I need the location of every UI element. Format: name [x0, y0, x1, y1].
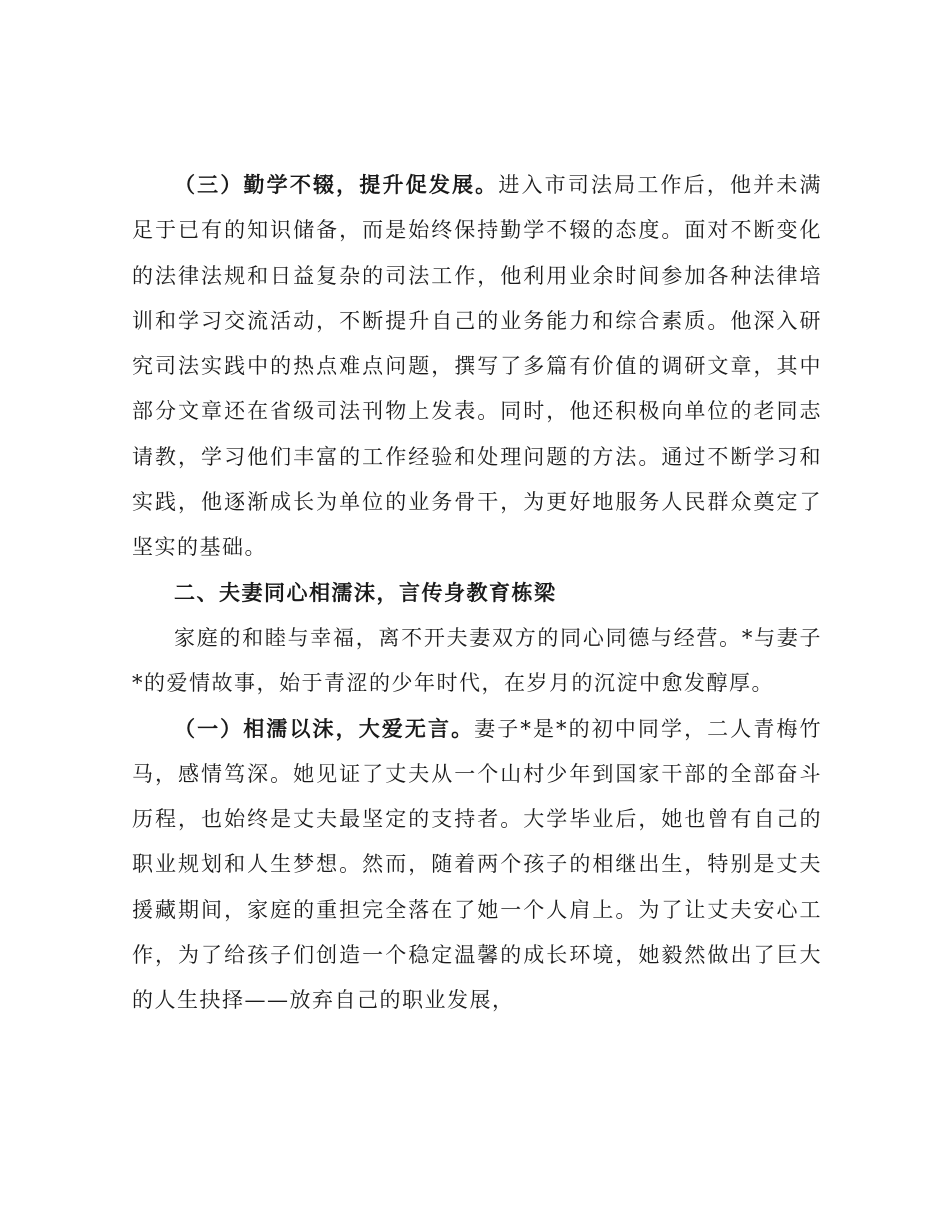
paragraph-body-text: 进入市司法局工作后，他并未满足于已有的知识储备，而是始终保持勤学不辍的态度。面对不断变化的法律法规和日益复杂的司法工作，他利用业余时间参加各种法律培训和学习交流活动，不断提升自己的业务能力和综合素质。他深入研究司法实践中的热点难点问题，撰写了多篇有价值的调研文章，其中部分文章还在省级司法刊物上发表。同时，他还积极向单位的老同志请教，学习他们丰富的工作经验和处理问题的方法。通过不断学习和实践，他逐渐成长为单位的业务骨干，为更好地服务人民群众奠定了坚实的基础。 [132, 173, 823, 560]
paragraph-lead-heading: （一）相濡以沫，大爱无言。 [174, 716, 475, 741]
document-body [132, 163, 822, 1024]
paragraph-intro-2: 家庭的和睦与幸福，离不开夫妻双方的同心同德与经营。*与妻子*的爱情故事，始于青涩的少年时代，在岁月的沉淀中愈发醇厚。 [132, 625, 822, 696]
paragraph-section-2-1 [132, 707, 822, 1024]
paragraph-body-text: 妻子*是*的初中同学，二人青梅竹马，感情笃深。她见证了丈夫从一个山村少年到国家干部的全部奋斗历程，也始终是丈夫最坚定的支持者。大学毕业后，她也曾有自己的职业规划和人生梦想。然而，随着两个孩子的相继出生，特别是丈夫援藏期间，家庭的重担完全落在了她一个人肩上。为了让丈夫安心工作，为了给孩子们创造一个稳定温馨的成长环境，她毅然做出了巨大的人生抉择——放弃自己的职业发展， [132, 716, 823, 1013]
section-heading-2: 二、夫妻同心相濡沫，言传身教育栋梁 [174, 580, 557, 605]
paragraph-lead-heading: （三）勤学不辍，提升促发展。 [174, 173, 499, 197]
paragraph-section-3 [132, 163, 822, 571]
